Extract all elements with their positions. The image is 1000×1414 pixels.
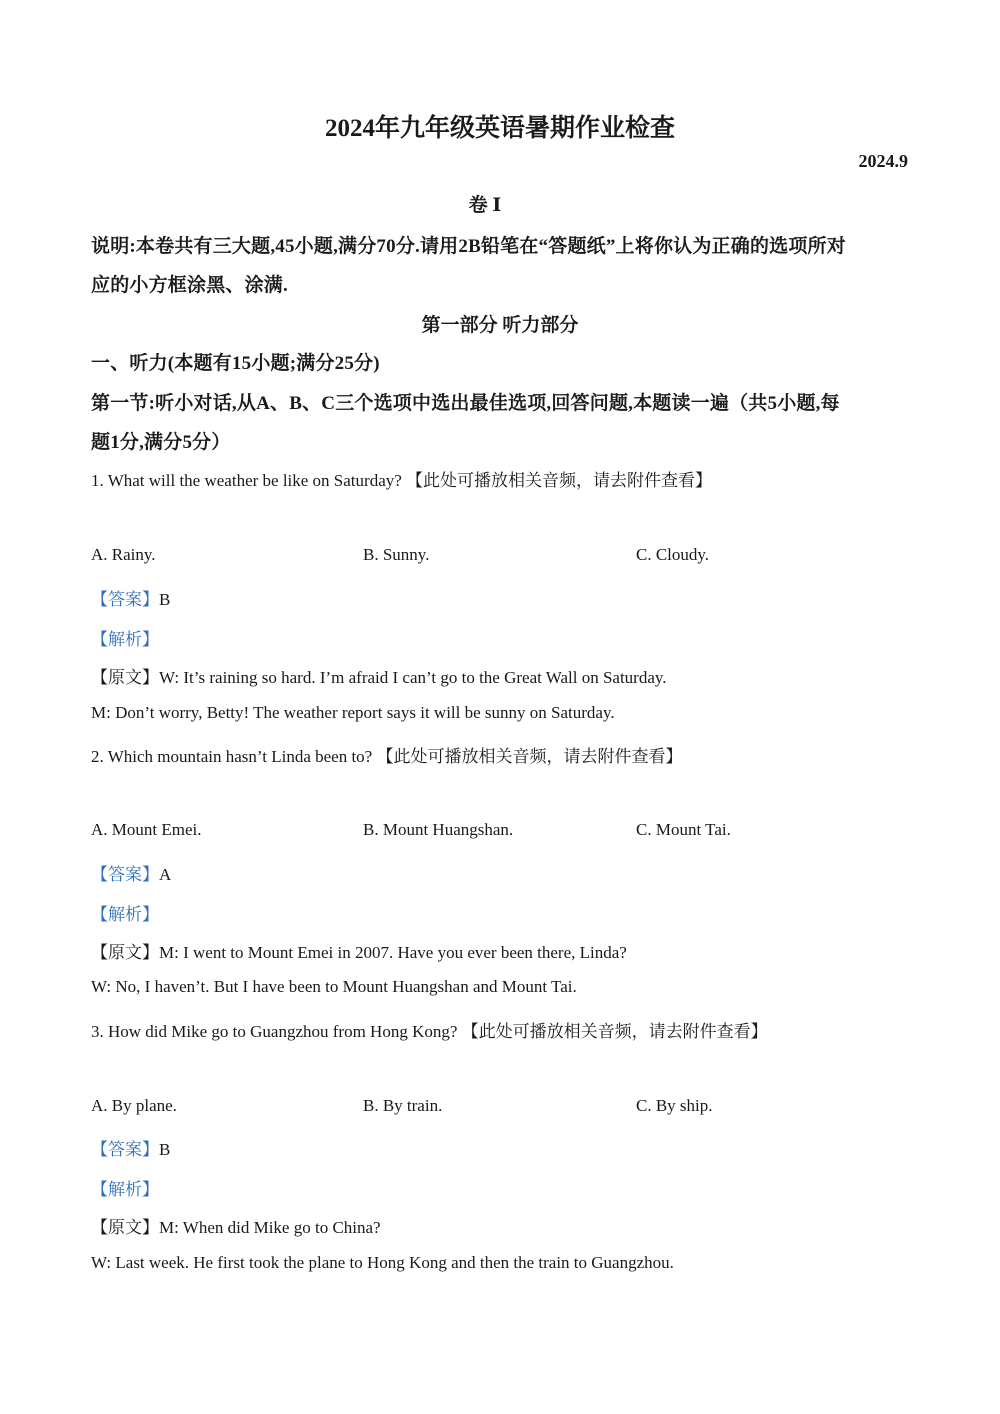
answer-value: A bbox=[159, 865, 172, 884]
question-2-text: 2. Which mountain hasn’t Linda been to? 【此处可播放相关音频，请去附件查看】 bbox=[91, 747, 683, 766]
question-3-option-b: B. By train. bbox=[363, 1096, 443, 1115]
question-3-option-a: A. By plane. bbox=[91, 1096, 177, 1115]
question-1-text: 1. What will the weather be like on Saturday? 【此处可播放相关音频，请去附件查看】 bbox=[91, 471, 713, 490]
answer-label: 【答案】 bbox=[91, 865, 159, 884]
question-1-original-1 bbox=[91, 663, 667, 688]
question-3-answer bbox=[91, 1135, 170, 1160]
exam-date: 2024.9 bbox=[858, 151, 908, 171]
question-2-analysis-label: 【解析】 bbox=[91, 905, 159, 924]
original-label: 【原文】 bbox=[91, 943, 159, 962]
page-title: 2024年九年级英语暑期作业检查 bbox=[324, 115, 675, 142]
original-label: 【原文】 bbox=[91, 1218, 159, 1237]
section-title: 一、听力(本题有15小题;满分25分) bbox=[91, 353, 380, 374]
question-1-option-c: C. Cloudy. bbox=[636, 545, 710, 564]
question-3-option-c: C. By ship. bbox=[636, 1096, 713, 1115]
subsection-line-1: 第一节:听小对话,从A、B、C三个选项中选出最佳选项,回答问题,本题读一遍（共5小题,每 bbox=[91, 393, 840, 414]
original-label: 【原文】 bbox=[91, 668, 159, 687]
instructions-line-1: 说明:本卷共有三大题,45小题,满分70分.请用2B铅笔在“答题纸”上将你认为正确的选项所对 bbox=[91, 236, 846, 257]
question-2-answer bbox=[91, 860, 171, 885]
instructions-line-2: 应的小方框涂黑、涂满. bbox=[91, 275, 288, 296]
volume-label: 卷 Ⅰ bbox=[468, 195, 502, 216]
original-text: M: I went to Mount Emei in 2007. Have you ever been there, Linda? bbox=[159, 943, 627, 962]
question-2-original-2: W: No, I haven’t. But I have been to Mount Huangshan and Mount Tai. bbox=[91, 977, 577, 996]
question-1-option-a: A. Rainy. bbox=[91, 545, 156, 564]
question-3-original-1 bbox=[91, 1213, 381, 1238]
original-text: W: It’s raining so hard. I’m afraid I can’t go to the Great Wall on Saturday. bbox=[159, 668, 667, 687]
question-3-analysis-label: 【解析】 bbox=[91, 1180, 159, 1199]
answer-label: 【答案】 bbox=[91, 590, 159, 609]
question-2-option-b: B. Mount Huangshan. bbox=[363, 820, 514, 839]
question-2-original-1 bbox=[91, 938, 627, 963]
original-text: M: When did Mike go to China? bbox=[159, 1218, 381, 1237]
question-1-analysis-label: 【解析】 bbox=[91, 630, 159, 649]
question-1-answer bbox=[91, 585, 170, 610]
subsection-line-2: 题1分,满分5分） bbox=[91, 432, 231, 453]
question-1-original-2: M: Don’t worry, Betty! The weather report says it will be sunny on Saturday. bbox=[91, 703, 615, 722]
part-heading: 第一部分 听力部分 bbox=[421, 315, 579, 336]
question-1-option-b: B. Sunny. bbox=[363, 545, 430, 564]
question-2-option-a: A. Mount Emei. bbox=[91, 820, 202, 839]
answer-value: B bbox=[159, 1140, 171, 1159]
answer-label: 【答案】 bbox=[91, 1140, 159, 1159]
question-2-option-c: C. Mount Tai. bbox=[636, 820, 731, 839]
question-3-text: 3. How did Mike go to Guangzhou from Hong Kong? 【此处可播放相关音频，请去附件查看】 bbox=[91, 1022, 768, 1041]
answer-value: B bbox=[159, 590, 171, 609]
question-3-original-2: W: Last week. He first took the plane to Hong Kong and then the train to Guangzhou. bbox=[91, 1253, 674, 1272]
